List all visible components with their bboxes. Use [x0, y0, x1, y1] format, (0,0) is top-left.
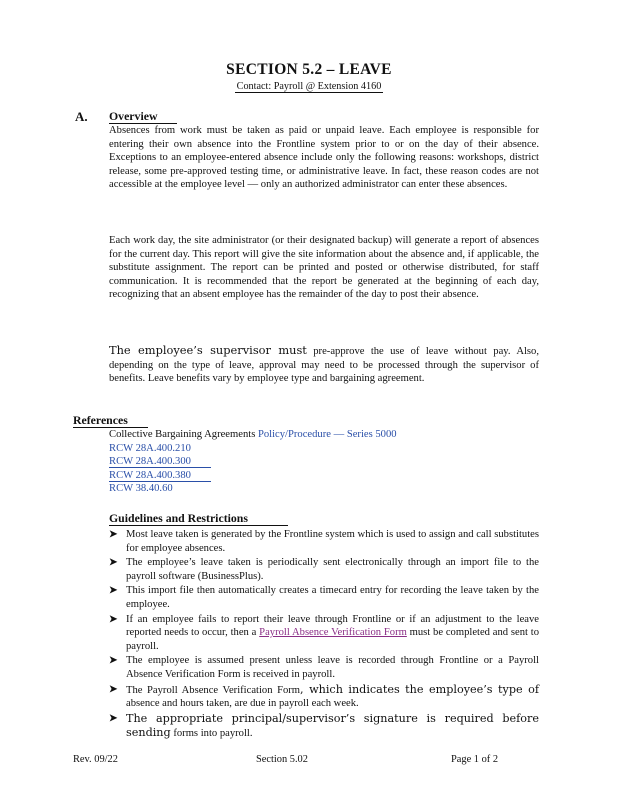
guideline-text-6b: , which indicates the employee’s type of: [300, 682, 539, 696]
rcw-link-2[interactable]: RCW 28A.400.300: [109, 456, 211, 468]
reference-cba-prefix: Collective Bargaining Agreements: [109, 429, 258, 440]
bullet-arrow-icon: ➤: [109, 585, 118, 597]
policy-procedure-link[interactable]: Policy/Procedure: [257, 429, 331, 440]
guideline-text-7b: forms into payroll.: [170, 728, 253, 740]
contact-line: [0, 81, 618, 92]
references-list: [109, 428, 529, 496]
bullet-arrow-icon: ➤: [109, 655, 118, 667]
bullet-arrow-icon: ➤: [109, 712, 118, 724]
overview-paragraph-3: [109, 344, 539, 386]
guideline-item-7: [109, 712, 539, 741]
reference-rcw-3: [109, 469, 529, 483]
guideline-text-5: The employee is assumed present unless leave is recorded through Frontline or a Payroll Absence Verification Form is received in payroll.: [126, 655, 539, 680]
footer-revision: Rev. 09/22: [73, 754, 118, 765]
guideline-text-1: Most leave taken is generated by the Frontline system which is used to assign and call substitutes for employee absences.: [126, 529, 539, 554]
reference-rcw-4: [109, 482, 529, 496]
reference-cba: [109, 428, 529, 442]
bullet-arrow-icon: ➤: [109, 683, 118, 695]
overview-paragraph-1: Absences from work must be taken as paid or unpaid leave. Each employee is responsible for entering their own absence into the Frontline system prior to or on the day of their absence. Exceptions to an employee-entered absence include only the following reasons: workshops, district release, some pre-approved testing time, or administrative leave. In fact, these reason codes are not accessible at the employee level — only an authorized administrator can enter these absences.: [109, 125, 539, 191]
bullet-arrow-icon: ➤: [109, 529, 118, 540]
guideline-item-1: [109, 528, 539, 555]
guideline-text-3: This import file then automatically creates a timecard entry for recording the leave taken by the employee.: [126, 585, 539, 610]
page-title: SECTION 5.2 – LEAVE: [226, 61, 392, 78]
guideline-text-4b: must be completed and sent to payroll.: [126, 627, 539, 652]
rcw-link-4[interactable]: RCW 38.40.60: [109, 483, 173, 494]
reference-rcw-1: [109, 442, 529, 456]
guideline-item-5: [109, 654, 539, 681]
payroll-absence-form-link[interactable]: Payroll Absence Verification Form: [259, 627, 407, 639]
guideline-item-6: [109, 683, 539, 711]
overview-heading: Overview: [109, 110, 177, 124]
guideline-item-3: [109, 584, 539, 611]
supervisor-lead: The employee’s supervisor must: [109, 343, 307, 357]
bullet-arrow-icon: ➤: [109, 613, 118, 625]
section-letter: A.: [75, 109, 88, 124]
references-heading: References: [73, 414, 148, 428]
rcw-link-3[interactable]: RCW 28A.400.380: [109, 470, 211, 482]
guideline-text-6a: The Payroll Absence Verification Form: [126, 684, 301, 696]
guideline-item-4: [109, 613, 539, 654]
guideline-text-4a: If an employee fails to report their leave through Frontline or if an adjustment to the leave reported needs to occur, then a: [126, 613, 539, 639]
bullet-arrow-icon: ➤: [109, 557, 118, 569]
guidelines-heading: Guidelines and Restrictions: [109, 512, 288, 526]
footer-page-number: Page 1 of 2: [451, 754, 499, 765]
guidelines-list: [109, 528, 539, 741]
guideline-text-7a: The appropriate principal/supervisor’s signature is required before sending: [126, 711, 539, 740]
footer-section: Section 5.02: [256, 754, 308, 765]
overview-paragraph-2: Each work day, the site administrator (or their designated backup) will generate a report of absences for the current day. This report will give the site information about the absence and, if applicable, the substitute assignment. The report can be printed and posted or otherwise distributed, for staff communication. It is recommended that the report be generated at the beginning of each day, recognizing that an absent employee has the remainder of the day to post their absence.: [109, 235, 539, 301]
guideline-text-2: The employee’s leave taken is periodically sent electronically through an import file to the payroll software (BusinessPlus).: [126, 557, 539, 582]
guideline-item-2: [109, 556, 539, 583]
contact-text: Contact: Payroll @ Extension 4160: [236, 81, 382, 92]
series-5000-text: — Series 5000: [330, 429, 397, 440]
rcw-link-1[interactable]: RCW 28A.400.210: [109, 442, 191, 454]
supervisor-rest: pre-approve the use of leave without pay. Also, depending on the type of leave, approval may need to be processed through the supervisor of benefits. Leave benefits vary by employee type and bargaining agreement.: [109, 346, 539, 385]
reference-rcw-2: [109, 455, 529, 469]
guideline-text-6c: absence and hours taken, are due in payroll each week.: [126, 698, 359, 710]
